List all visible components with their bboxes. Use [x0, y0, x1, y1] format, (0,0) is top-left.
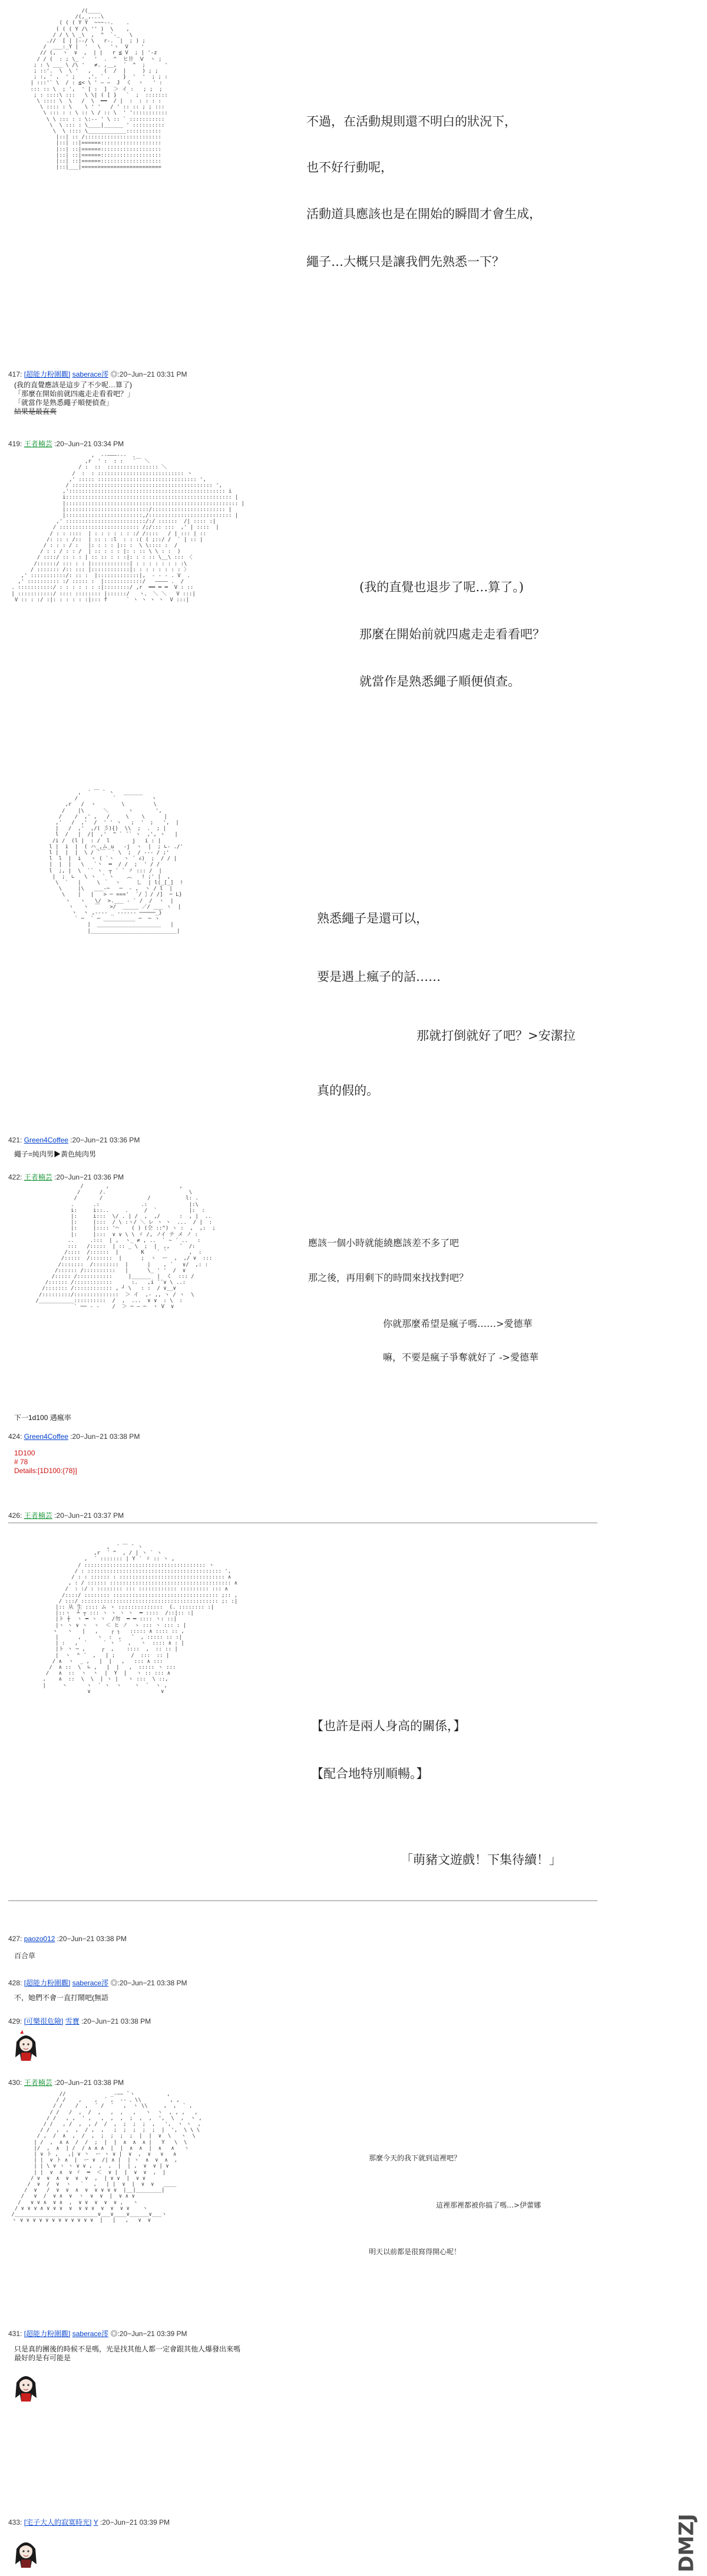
poster-trip-link[interactable]: 雪寶: [65, 2017, 80, 2025]
roll-note: 下一1d100 遇瘋率: [14, 1414, 71, 1422]
dice-value: # 78: [14, 1458, 28, 1466]
post-date: ◎:20−Jun−21 03:31 PM: [110, 370, 187, 378]
poster-name-link[interactable]: 王者楠芸: [24, 1173, 52, 1181]
post-text: 最好的是有可能是: [14, 2354, 71, 2362]
post-header: 433: [宅子大人的寂寞時光] Y :20−Jun−21 03:39 PM: [8, 2518, 170, 2526]
ascii-art-figure: /(____ /(,_,...\ ( ( ( Y Y ~~~--. . ( ( ( Y /\ '' ) \ , / / \ \ _\ , ^ `-_ \ .// [ | |--/ \ r-. | ; ) ; / ___:_Y | ' \ 'ヽ V ' // (, ヽ ∨ , | | r ≦ V ; | '-z / / ( : ; \_ ' ' . ^ ヒ卄 Ⅴ ヽ ; ; : \ ___ \ /\ ' ≠. ,__, ´ ^ ; ' ; ::'. \ \ ' , ( / | ) ; ; ; :, ' , ' ; ,'. ` . } ' ' ; ; : | :::'` \ / : ≦< \ ' ― ― J く ヽ ' : ::: :: \ ; ', ' [ : ] ＞ イ : ; ; ; ; : ::::\ ::: \ \| ( [ } ` ; ::::::: \ :::: \ \ / \ ━━ / | : : : : : \ :::: : \ \ ' ' / ' :: :: ; ; ::: \ ::: : : \ :: \ / :: \ ' '::::::::::: \ \ ::: : : \:-- ' \ :: ` ::::::::::: \ \ ::: : \____|______ ' :::::::::: \ \ :::: \____________::::::::::: |::| :: /:::::::::::::::::::::::: |::| ::|======::::::::::::::::::: |::| ::|======::::::::::::::::::: |::| ::|======::::::::::::::::::: |::| ::|======::::::::::::::::::: |::|___|=========================: [30, 8, 168, 171]
post-body: [14, 1994, 108, 2002]
post-number: 430: [8, 2078, 21, 2087]
dialogue-line: 活動道具應該也是在開始的瞬間才會生成，: [306, 207, 541, 221]
dice-details: Details:[1D100:{78}]: [14, 1467, 77, 1475]
post-date: ◎:20−Jun−21 03:38 PM: [110, 1979, 187, 1987]
dialogue-line: 那麼今天的我下就到這裡吧？: [369, 2154, 461, 2162]
post-number: 428: [8, 1979, 21, 1987]
post-header: 430: 王者楠芸 :20−Jun−21 03:38 PM: [8, 2078, 124, 2087]
poster-trip-link[interactable]: saberace澪: [72, 370, 109, 378]
post-header: 428: [超能力粉圍觀] saberace澪 ◎:20−Jun−21 03:38 PM: [8, 1979, 187, 1987]
post-date: :20−Jun−21 03:36 PM: [70, 1136, 140, 1144]
post-header: 424: Green4Coffee :20−Jun−21 03:38 PM: [8, 1432, 140, 1441]
dialogue-line: 應該一個小時就能繞應該差不多了吧: [308, 1237, 460, 1249]
watermark-text: DMZJ: [675, 2514, 699, 2572]
post-date: :20−Jun−21 03:34 PM: [54, 440, 124, 448]
post-date: :20−Jun−21 03:39 PM: [100, 2518, 170, 2526]
dialogue-line: 那麼在開始前就四處走走看看吧？: [359, 627, 545, 641]
poster-name-link[interactable]: [超能力粉圍觀]: [24, 1979, 71, 1987]
poster-name-link[interactable]: paozo012: [24, 1935, 55, 1943]
post-date: ◎:20−Jun−21 03:39 PM: [110, 2330, 187, 2338]
poster-name-link[interactable]: 王者楠芸: [24, 440, 52, 448]
ascii-art-figure: / , , / /. \ / / / l: . . .: .: |:\ i: i::.. . / ` |: : |: i::: \/ . | / , ,/ : , | .. |: |::: / \ :ヽ/ ＼ レ ヽ ヽ ... / | : |: |:::: '⌒ ( ) (仝 ::^) ヽ : , ,: ; |: |::: ∨ ∨ \ \ ゞ /, ノイ テ メ ノ : .. .::: | , ヽ_ ≠ , .. ` ~ ´ .. : ::: /::::: | :: _ \ ; | ,, ̄ /: /:::: /:::::: | K ` ´ , : /::::: /::::::: | ; ヽ ー , ,/ ∨ ::: /::::::: /:::::::: | | , ´ ∨/ ,: : /:::::: /:::::::::: | \_ ' ' / ∨ /::::: /::::::::::: |______ | く ::: / /:::::: /:::::::::::: :. ,i ̄ ̄ ∨ \ ..: /::::::: /:::::::::::: , ┘ \ : : / ∨__∨ /:::::::::/:::::::::::::: ＞ イ ,- ,, ヽ / ヽ \ /___________:::::::::: / , ... ∨ ∨ : \ : ` ── ‐ ‐ / ＞ ─ ― ─ ヽ V ∨: [35, 1184, 216, 1310]
post-body: [14, 2345, 240, 2363]
dialogue-line: 那之後，再用剩下的時間來找找對吧？: [308, 1272, 469, 1283]
ascii-art-figure: // _-―― ¨ヽ , / / , , ´ , -- 、\\ , , / / / , ´ / ´ , ヽ \\ , , ` , / / / , / , , , , ヽ ヽ , , , , / / , , ' , , , , ; , , ', \ , ヽ , / / , / , , / / , ; ; ; , ', ヽ ヽ , / / , , , / , , ; ; ; ; ; | ', \ \ \ / , / ∧ , / , ; ; ; ; | | ∨ \ ヽ \ | / , ∧ ∧ / / ; | | ∧ ∧ ∧ | Y \ \ |/ , ∧ | / / ∧ ∧ ∧ | | ∧ ∧ | ∧ ∧ ヽ | ∨ ト , ,| ∨ 丶 ー ヽ ∨ | ∨ , ∨ ∨ ∧ | | ∨ ト ∧ | ー ∨ /| ∧ | | ヽ ∧ ∨ ∧ , | | \ ∨ ヽ ヽ ∨ ∨ , , , | | , ∨ ∨ | ∨ | | ∨ ∧ ∨ ゞ ━ ＜ ∨ | | ∨ ∨ , | / ∨ ∨ ∧ ∨ ∨ ∨ , | ∨ ∨ | ∨ ∨ / ∨ / ∨ ヽ ` , | | ∨ | ∨ ∨ ____ / ∨ / ∨ ∨ ∧ ∨ ∨ ∨ ∨ ∨ |__|________| / ∨ / ∨ ∧ ∨ ヽ ∨ ∨ | ∨ ∧ ∨ / ∨ ∨ ∧ ∨ ∧ , ∨ ∨ ∨ ∨ ∨ , ヽ / ∨ ∨ ∨ ∧ ∨ ∨ ∨ ∨ ∨ ∨ ∨ ∨ ∨ ∨ ∨ ヽ /__________________________∨___∨____∨______∨___ヽ ヽ ∨ ∨ ∨ ∨ ∨ ∨ ∨ ∨ ∨ ∨ ∨ ∨ | | , ∨ ∨: [11, 2091, 202, 2224]
dice-result: [14, 1449, 77, 1475]
poster-name-link[interactable]: [超能力粉圍觀]: [24, 370, 71, 378]
poster-name-link[interactable]: 王者楠芸: [24, 1511, 52, 1520]
dialogue-line: 不過，在活動規則還不明白的狀況下，: [306, 114, 517, 129]
post-header: 422: 王者楠芸 :20−Jun−21 03:36 PM: [8, 1173, 124, 1181]
post-divider: [8, 1900, 597, 1901]
dialogue-line: 就當作是熟悉繩子順便偵查。: [359, 674, 520, 689]
avatar: [8, 2028, 44, 2063]
poster-name-link[interactable]: [宅子大人的寂寞時光]: [24, 2518, 92, 2526]
poster-name-link[interactable]: Green4Coffee: [24, 1432, 68, 1441]
post-header: 421: Green4Coffee :20−Jun−21 03:36 PM: [8, 1136, 140, 1144]
post-number: 419: [8, 440, 21, 448]
poster-name-link[interactable]: Green4Coffee: [24, 1136, 68, 1144]
post-number: 422: [8, 1173, 21, 1181]
post-text: 「就當作是熟悉繩子順便偵查」: [14, 398, 114, 407]
ascii-art-figure: , ´ ￣ ¨ ヽ ,r ´ ^ , / | ヽ ` ヽ , ´ ::::::: | Y ´ ゞ :: ヽ , / :::::::::::::::::::::::::::::::::::::: ヽ / : :::::::::::::::::::::::::::::::::::::::::: ', / : : :::::: : ::::::::::::::::::::::::::::::::: ∧ , : / :::::: :::::::::::::::::::::::::::::::::::::: ∧ / : :/ : :::::::: ::: :::::::::::: ::::::::: ::: ∧ /::::/ :::::::: ::::::::::::::::::::::::::::::::: ;:: , / :::/ ::::::::::::::::::::::::::::::::::::::::::: ;: :| |:: 从 生 :::: ム ゝ :::::::::::::: (. :::::::: :| |::ヽ ┴ ┬ ::: ヽ ヽ ヽ ヽ ━ :::: /::|:: :| |ト ┼ ヽ ━ ヽ ヽ /勿 ━ ━ :::: ヽ: ::| |ヽ ヽ ∨ ヽ ヽ ＜ ヒ ノ ゝ ::: ヽ ::: : | ヽ ヽ | , ┌ ┐ ::::: ∧ :::: :: , | , ヽ : , ̄ , ::::: :: :| | : , ` ` ヽ ´ , ヽ :::: ∧ : | |ト ヽ ─ , ┌ , :::: , :: :: | | ヽ ^ ´ , | ; / ::: :: | / ∧ ヽ _ , | | , ::: ∧ ::: / ∧ :: \ ∟ , | | , ::::: ヽ ::: / ∧ :: ヽ ヽ | Y | ヽ :: ::: ∧ , ∧ :: \ \ | ヽ | ヽ ::: \ ::, | ヽ ヽ ` ヽ ヽ ヽ ` ヽ , ∨ ∨: [42, 1544, 238, 1695]
post-date: :20−Jun−21 03:37 PM: [54, 1511, 124, 1520]
post-number: 427: [8, 1935, 21, 1943]
post-body: [14, 381, 134, 416]
post-date: :20−Jun−21 03:38 PM: [70, 1432, 140, 1441]
post-date: :20−Jun−21 03:38 PM: [54, 2078, 124, 2087]
ascii-art-figure: , --―――--- 、 ,r ' : : : ̄ ￣ ＼ / : :: :::::::::::::::: ＼ / : : ::::::::::::::::::::::::::: ヽ ,' ::::: ::::::::::::::::::::::::::::::: ', / :::::::::::::::::::::::::::::::::::::::::::: ', ,'::::::::::::::::::::::::::::::::::::::::::::::::: i i:::::::::::::::::::::::::::::::::::::::::::::::::::: | |:::::::::::::::::::::::::::::::::::::::::::::::::::::: | |::::::::::::::::::::::::::/::::::::::::::::::::::: | |::::::::::::::::::::::::,/:::::::::::::::::::::::::: | ,' :::::::::::::::::::::::::/:/ :::::: /| :::: :| / ::::::::::::::::::::::::: /;/::: ::: ,' | :::: | / : : :::: | : : : : : : :/ /:::: / | ::: | :: /: :: : /:: | :: : :l : : :( ( ;::/ / ` | :: | / : : : / : |: : : : |:: : \ \:::: : / / : : / : : / | :: : : : |: : :: \ \ : : ) / ::::/ :: : : | :: :: : : :|: : : :: \__\ ::: 〈 /::::::/ ::: : : |::::::::::::| : : : : : : : :\ / ::::::: /:: ::: |::::::::::::|: : : : : : : : 〉 ,' :::::::::::/: :: : |:::::::::::::|, - ‐ ‐ . V . ,' :::::::::: :/ ::::: : |::::::::::::/ ―――― . / . :::::::::::/ : : : : : : :|::::::::/ ,r ━━ ━ ━ V : :: | :::::::::::/ :::: :::::::: |::::::/ ヽ、 ＼ ＼ V :::| V :: : :/ :|: : : : : :|::: f ` ヽ ヽ ヽ ヽ V :::|: [11, 453, 245, 603]
post-date: :20−Jun−21 03:38 PM: [57, 1935, 127, 1943]
post-text: 結果是最直爽: [14, 407, 57, 416]
dialogue-line: 明天以前都是很寫得開心呢！: [369, 2248, 461, 2256]
post-date: :20−Jun−21 03:36 PM: [54, 1173, 124, 1181]
post-header: 431: [超能力粉圍觀] saberace澪 ◎:20−Jun−21 03:39 PM: [8, 2330, 187, 2338]
post-header: 427: paozo012 :20−Jun−21 03:38 PM: [8, 1935, 127, 1943]
dice-roll: 1D100: [14, 1449, 35, 1457]
post-header: 417: [超能力粉圍觀] saberace澪 ◎:20−Jun−21 03:31 PM: [8, 370, 187, 378]
post-text: 不，她們不會一直打鬧吧(無語: [14, 1994, 108, 2002]
avatar: [8, 2535, 44, 2570]
post-date: :20−Jun−21 03:38 PM: [81, 2017, 151, 2025]
post-number: 433: [8, 2518, 21, 2526]
post-number: 417: [8, 370, 21, 378]
dialogue-line: 這裡那裡都被你搞了嗎…>伊蕾娜: [436, 2201, 541, 2209]
post-text: (我的直覺應該是這步了不少呢…算了): [14, 381, 132, 389]
post-text: 「那麼在開始前就四處走走看看吧？」: [14, 390, 135, 398]
ascii-art-figure: , ´ ￣ ¨ ヽ ______ / ` ヽ ,r / ヽ \ \ / |\ ＼ ヽ ', / / ,' , / \ \ | ,' / ,' / ' ' ヽ ; ' ; ', | | / ,' ,/( 彡){) \\ ; . ; | l / | /| ,' ^ ` ̄ ` ヽ ,', ヽ | /i / (l | : / l j i : | l | i | ( ハ_,ム_u ‐j ヽ | ; ∟‐ ./' l | | | \ / ̄ ￣ ` \ ; / --- / ;' l l | i ヽ ( `ヽ ヽ ´ ∠) ; / / | | | | \ `丶 ━ / / ; ' / / l ;, | \ `` ヽ ┬ ´ ´ ㇇ ::: / | | ; ∟ \ ヽ ` ヽ ︵ ! ;' | , \ ` | \ ｀ ヽ し | l(_[_] ! \ |\ ___‐─ ─ ‐ , ヽ / l | \ | | > ─ ===' ´/ ｝/ /] ─ L} ヽ ヽ \/ >.___ ‐ ` / / ヽ | ヽ ヽ ￣ >/ _____ ／/ ___ ヽ | ヽ ヽ ,---- _ ‐‐‐‐‐‐ ─────_} ` ─ ` ─ __________ ─ ─ ヽ | ____________________ | |___________________________|: [49, 790, 183, 934]
post-header: 429: [可樂很危險] 雪寶 :20−Jun−21 03:38 PM: [8, 2017, 151, 2025]
dialogue-line: 繩子…大概只是讓我們先熟悉一下？: [306, 255, 504, 269]
dialogue-line: 那就打倒就好了吧？>安潔拉: [417, 1029, 576, 1043]
dialogue-line: (我的直覺也退步了呢…算了。): [359, 580, 524, 594]
avatar: [8, 2369, 44, 2404]
post-body: [14, 1150, 96, 1159]
poster-name-link[interactable]: 王者楠芸: [24, 2078, 52, 2087]
dialogue-line: 嘛，不要是瘋子爭奪就好了 ->愛德華: [383, 1352, 538, 1363]
site-watermark-logo: [653, 2505, 707, 2576]
dialogue-line: 【配合地特別順暢。】: [311, 1767, 429, 1781]
poster-trip-link[interactable]: Y: [93, 2518, 98, 2526]
post-body: [14, 1952, 35, 1961]
dialogue-line: 你就那麼希望是瘋子嗎……>愛德華: [383, 1318, 533, 1329]
post-text: 百合草: [14, 1952, 36, 1960]
post-number: 431: [8, 2330, 21, 2338]
dialogue-line: 【也許是兩人身高的關係，】: [311, 1719, 466, 1733]
post-number: 421: [8, 1136, 21, 1144]
post-number: 426: [8, 1511, 21, 1520]
dialogue-line: 要是遇上瘋子的話……: [317, 970, 441, 984]
poster-name-link[interactable]: [超能力粉圍觀]: [24, 2330, 71, 2338]
post-number: 429: [8, 2017, 21, 2025]
poster-trip-link[interactable]: saberace澪: [72, 2330, 109, 2338]
dialogue-line: 熟悉繩子是還可以，: [317, 911, 428, 925]
dialogue-line: 也不好行動呢，: [306, 160, 393, 174]
post-header: 426: 王者楠芸 :20−Jun−21 03:37 PM: [8, 1511, 124, 1520]
poster-trip-link[interactable]: saberace澪: [72, 1979, 109, 1987]
dialogue-line: 「萌豬文遊戲！下集待續！」: [401, 1853, 561, 1867]
post-text: 只是真的團後的時候不是嗎，光是找其他人都一定會跟其他人爆發出來嗎: [14, 2345, 241, 2353]
post-header: 419: 王者楠芸 :20−Jun−21 03:34 PM: [8, 440, 124, 448]
post-text: 繩子=純肉男▶黃色純肉男: [14, 1150, 97, 1158]
post-number: 424: [8, 1432, 21, 1441]
poster-name-link[interactable]: [可樂很危險]: [24, 2017, 64, 2025]
dialogue-line: 真的假的。: [317, 1083, 379, 1098]
